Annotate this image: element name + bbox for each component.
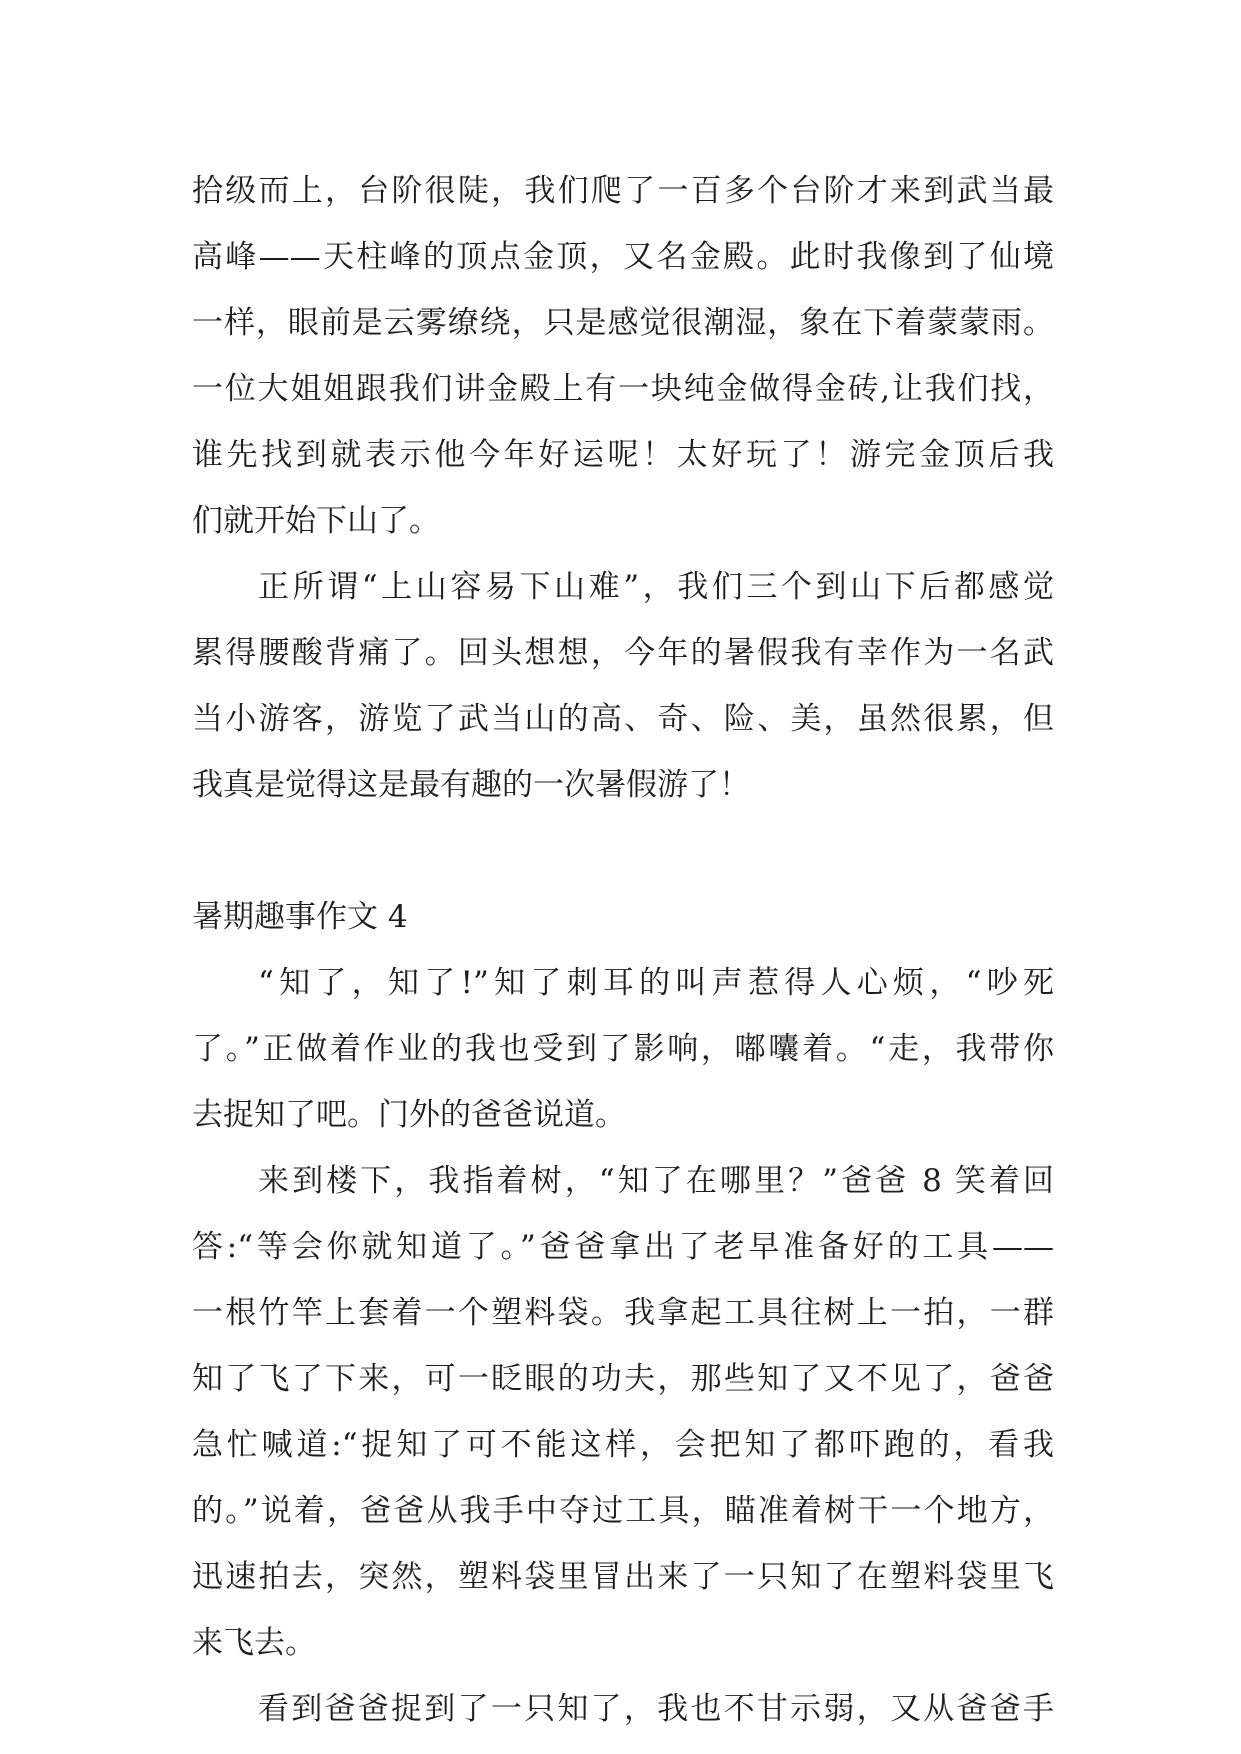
text-line: 高峰——天柱峰的顶点金顶，又名金殿。此时我像到了仙境 (192, 239, 1054, 275)
text-line: 我真是觉得这是最有趣的一次暑假游了！ (192, 767, 750, 803)
paragraph-jinding (192, 158, 1054, 554)
paragraph-catching (192, 1148, 1054, 1676)
text-line: 累得腰酸背痛了。回头想想，今年的暑假我有幸作为一名武 (192, 635, 1054, 671)
paragraph-my-turn (192, 1676, 1054, 1742)
text-line: 一样，眼前是云雾缭绕，只是感觉很潮湿，象在下着蒙蒙雨。 (192, 305, 1054, 341)
text-line: 拾级而上，台阶很陡，我们爬了一百多个台阶才来到武当最 (192, 173, 1054, 209)
text-line: 当小游客，游览了武当山的高、奇、险、美，虽然很累，但 (192, 701, 1054, 737)
text-line: 急忙喊道:“捉知了可不能这样，会把知了都吓跑的，看我 (192, 1427, 1054, 1463)
text-line: 一位大姐姐跟我们讲金殿上有一块纯金做得金砖,让我们找， (192, 371, 1054, 407)
text-line: “知了，知了!”知了刺耳的叫声惹得人心烦，“吵死 (258, 965, 1054, 1001)
essay-text (192, 158, 1054, 1742)
text-line: 去捉知了吧。门外的爸爸说道。 (192, 1097, 626, 1133)
text-line: 一根竹竿上套着一个塑料袋。我拿起工具往树上一拍，一群 (192, 1295, 1054, 1331)
text-line: 看到爸爸捉到了一只知了，我也不甘示弱，又从爸爸手 (258, 1691, 1054, 1727)
text-line: 的。”说着，爸爸从我手中夺过工具，瞄准着树干一个地方， (192, 1493, 1054, 1529)
paragraph-xiashan (192, 554, 1054, 818)
text-line: 们就开始下山了。 (192, 503, 440, 539)
text-line: 来到楼下，我指着树，“知了在哪里？”爸爸 8 笑着回 (258, 1163, 1054, 1199)
text-line: 正所谓“上山容易下山难”，我们三个到山下后都感觉 (258, 569, 1054, 605)
text-line: 了。”正做着作业的我也受到了影响，嘟囔着。“走，我带你 (192, 1031, 1054, 1067)
text-line: 来飞去。 (192, 1625, 316, 1661)
paragraph-gap (192, 818, 1054, 884)
section-heading: 暑期趣事作文 4 (192, 899, 408, 935)
text-line: 答:“等会你就知道了。”爸爸拿出了老早准备好的工具—— (192, 1229, 1054, 1265)
text-line: 知了飞了下来，可一眨眼的功夫，那些知了又不见了，爸爸 (192, 1361, 1054, 1397)
text-line: 谁先找到就表示他今年好运呢！太好玩了！游完金顶后我 (192, 437, 1054, 473)
paragraph-zhiliao-intro (192, 950, 1054, 1148)
text-line: 迅速拍去，突然，塑料袋里冒出来了一只知了在塑料袋里飞 (192, 1559, 1054, 1595)
